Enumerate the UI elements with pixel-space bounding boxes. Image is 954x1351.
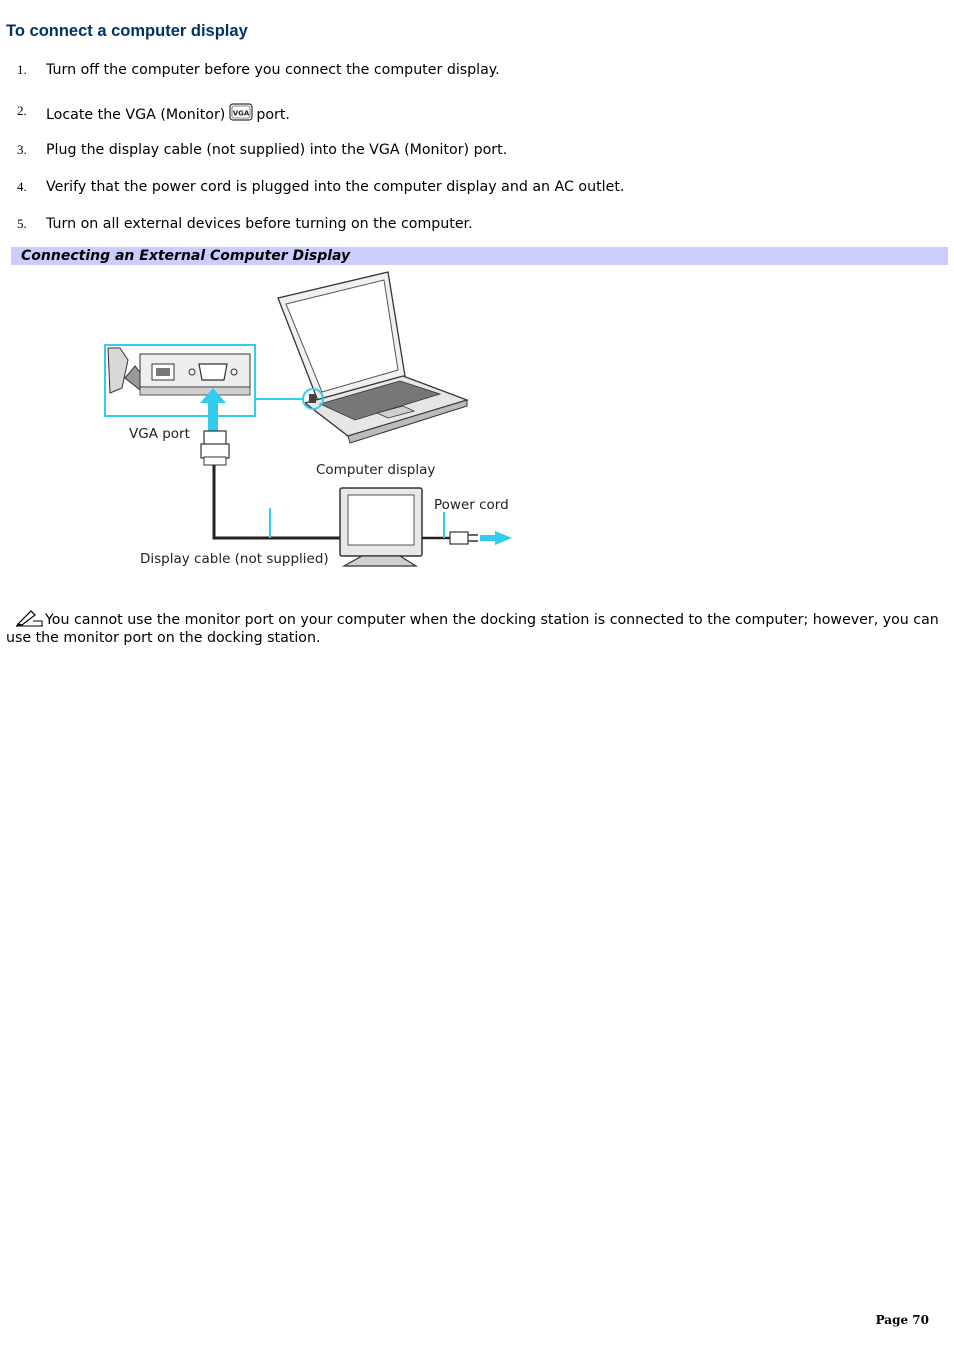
figure-caption-bar (11, 247, 948, 265)
vga-connector (201, 431, 229, 465)
step-number: 1. (17, 62, 27, 77)
step-1 (0, 62, 940, 86)
step-text-before: Locate the VGA (Monitor) (46, 107, 226, 123)
label-vga-port: VGA port (129, 426, 190, 442)
page-number: Page 70 (875, 1313, 929, 1327)
step-2 (0, 103, 940, 127)
step-number: 4. (17, 179, 27, 194)
note-paragraph (6, 609, 946, 647)
connection-diagram (100, 268, 530, 573)
power-cord-illustration (422, 512, 512, 545)
vga-port-closeup (105, 345, 303, 431)
step-number: 2. (17, 103, 27, 118)
note-text: You cannot use the monitor port on your computer when the docking station is connected to the computer; however, you can use the monitor port on the docking station. (6, 612, 939, 646)
laptop-illustration (278, 272, 467, 443)
figure-caption: Connecting an External Computer Display (21, 248, 351, 264)
step-text: Turn off the computer before you connect the computer display. (46, 62, 500, 78)
step-text (46, 103, 290, 123)
pen-note-icon (15, 609, 45, 627)
step-number: 3. (17, 142, 27, 157)
label-display-cable: Display cable (not supplied) (140, 551, 329, 567)
page-title: To connect a computer display (6, 22, 248, 40)
computer-display-illustration (340, 488, 422, 566)
step-4 (0, 179, 940, 203)
label-power-cord: Power cord (434, 497, 509, 513)
step-text: Turn on all external devices before turning on the computer. (46, 216, 473, 232)
step-text: Plug the display cable (not supplied) into the VGA (Monitor) port. (46, 142, 508, 158)
step-text-after: port. (256, 107, 290, 123)
step-5 (0, 216, 940, 240)
vga-monitor-icon (229, 103, 253, 122)
label-computer-display: Computer display (316, 462, 436, 478)
vga-icon-label: VGA (233, 109, 250, 118)
step-number: 5. (17, 216, 27, 231)
step-3 (0, 142, 940, 166)
step-text: Verify that the power cord is plugged into the computer display and an AC outlet. (46, 179, 625, 195)
